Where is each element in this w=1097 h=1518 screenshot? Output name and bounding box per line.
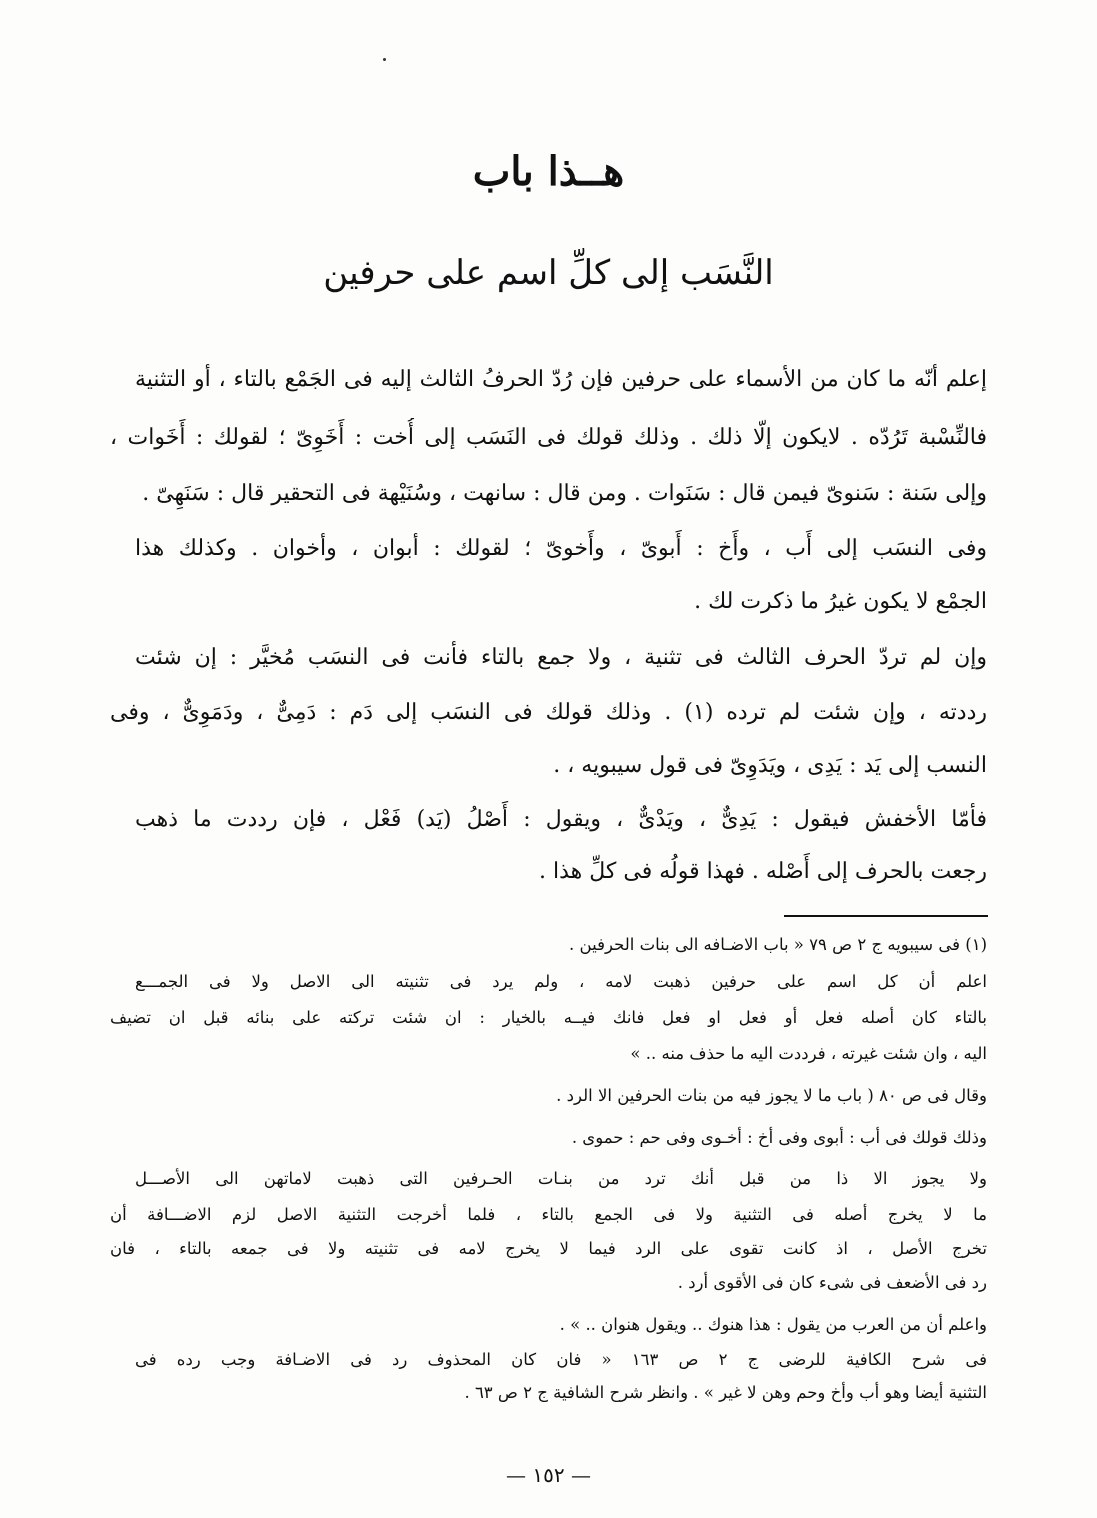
footnote-line: (١) فى سيبويه ج ٢ ص ٧٩ « باب الاضـافه الى بنات الحرفين . [569,935,987,954]
footnote-line: وذلك قولك فى أب : أبوى وفى أخ : أخـوى وفى حم : حموى . [571,1128,987,1147]
footnote-line: فى شرح الكافية للرضى ج ٢ ص ١٦٣ « فان كان المحذوف رد فى الاضـافة وجب رده فى [135,1350,987,1369]
body-line: فأمّا الأخفش فيقول : يَدِىٌّ ، ويَدْىٌّ ، ويقول : أَصْلُ (يَد) فَعْل ، فإن رددت ما ذهب [135,807,987,832]
body-line: إعلم أنّه ما كان من الأسماء على حرفين فإن رُدّ الحرفُ الثالث إليه فى الجَمْع بالتاء ، أو التثنية [135,367,987,392]
footnote-line: رد فى الأضعف فى شىء كان فى الأقوى أرد . [677,1273,987,1292]
body-line: النسب إلى يَد : يَدِى ، ويَدَوِىّ فى قول سيبويه ، . [553,753,987,778]
body-line: وإلى سَنة : سَنوىّ فيمن قال : سَنَوات . ومن قال : سانهت ، وسُنَيْهة فى التحقير قال : سَنَهِىّ . [142,481,987,506]
footnote-line: وقال فى ص ٨٠ ( باب ما لا يجوز فيه من بنات الحرفين الا الرد . [556,1086,987,1105]
body-line: الجمْع لا يكون غيرُ ما ذكرت لك . [694,589,987,614]
body-line: رددته ، وإن شئت لم ترده (١) . وذلك قولك فى النسَب إلى دَم : دَمِىٌّ ، ودَمَوِىٌّ ، وفى [110,700,987,725]
footnote-line: ما لا يخرج أصله فى التثنية ولا فى الجمع بالتاء ، فلما أخرجت التثنية الاصل لزم الاضـــافة أن [110,1205,987,1224]
body-line: وفى النسَب إلى أَب ، وأَخ : أَبوىّ ، وأَخوىّ ؛ لقولك : أبوان ، وأخوان . وكذلك هذا [135,536,987,561]
page-number: — ١٥٢ — [506,1463,591,1487]
footnote-line: تخرج الأصل ، اذ كانت تقوى على الرد فيما لا يخرج لامه فى تثنيته ولا فى جمعه بالتاء ، فان [110,1239,987,1258]
footnote-line: واعلم أن من العرب من يقول : هذا هنوك .. ويقول هنوان .. » . [559,1315,987,1334]
footnote-line: التثنية أيضا وهو أب وأخ وحم وهن لا غير » . وانظر شرح الشافية ج ٢ ص ٦٣ . [464,1383,987,1402]
body-line: فالنِّسْبة تَرُدّه . لايكون إلّا ذلك . وذلك قولك فى النَسَب إلى أُخت : أَخَوِىّ ؛ لقولك : أَخَوات ، [110,425,987,450]
footnote-line: اعلم أن كل اسم على حرفين ذهبت لامه ، ولم يرد فى تثنيته الى الاصل ولا فى الجمـــع [135,972,987,991]
body-line: رجعت بالحرف إلى أَصْله . فهذا قولُه فى كلِّ هذا . [538,859,987,884]
footnote-line: اليه ، وان شئت غيرته ، فرددت اليه ما حذف منه .. » [630,1044,987,1063]
chapter-subtitle: النَّسَب إلى كلِّ اسم على حرفين [323,253,774,293]
footnote-line: ولا يجوز الا ذا من قبل أنك ترد من بنـات الحـرفين التى ذهبت لاماتهن الى الأصـــل [135,1169,987,1188]
footnote-separator [784,915,988,917]
footnote-line: بالتاء كان أصله فعل أو فعل او فعل فانك فيــه بالخيار : ان شئت تركته على بنائه قبل ان تضيف [110,1008,987,1027]
page-speck [383,58,386,61]
body-line: وإن لم تردّ الحرف الثالث فى تثنية ، ولا جمع بالتاء فأنت فى النسَب مُخيَّر : إن شئت [135,645,987,670]
chapter-title: هــذا باب [472,148,625,195]
